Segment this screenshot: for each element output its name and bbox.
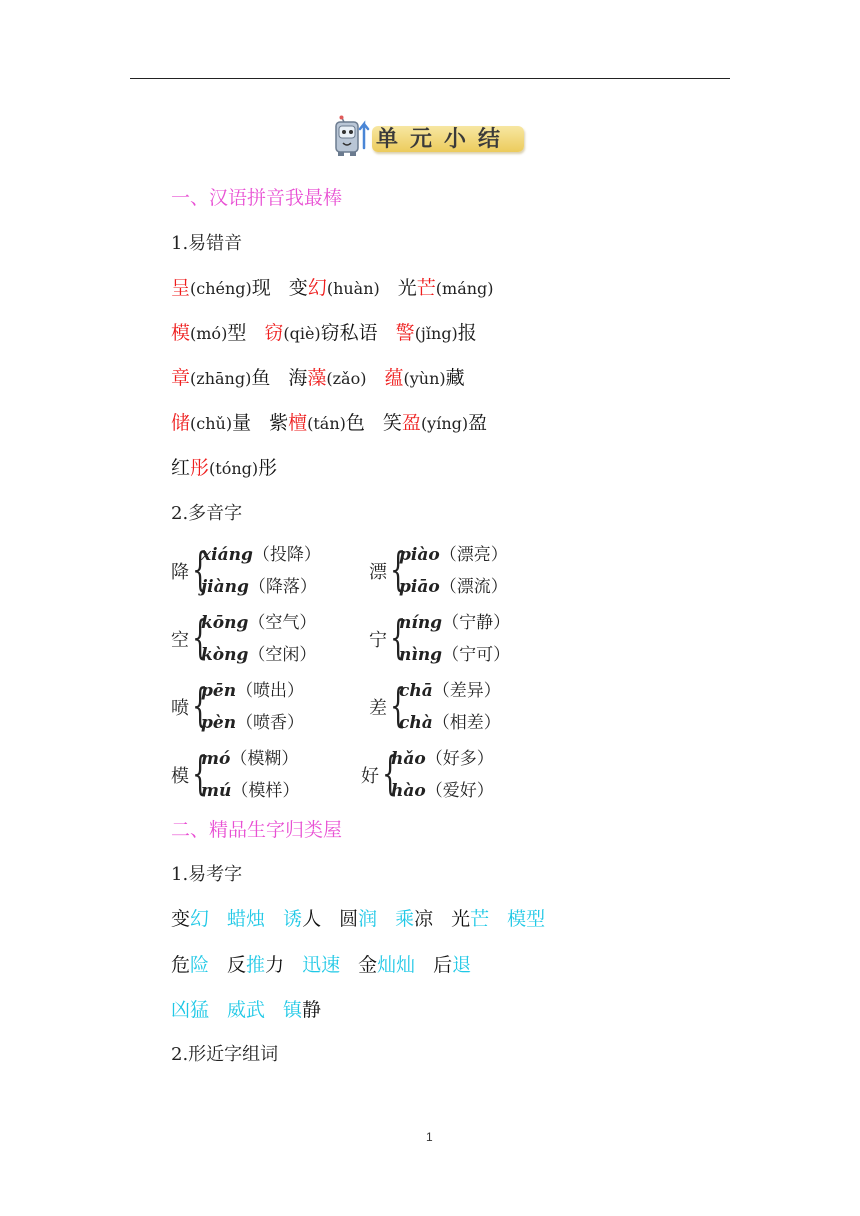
plain-char: 藏 [445,367,465,389]
plain-char: 量 [232,412,252,434]
highlighted-char: 幻 [307,277,327,299]
pinyin: (jǐng) [414,324,458,343]
brace-glyph: { [192,678,209,732]
test-char-word [395,904,433,931]
example-word: （差异） [432,681,501,701]
highlighted-char: 乘 [395,908,415,930]
polyphone-char: 差 [369,698,387,719]
pinyin: (tóng) [209,459,259,478]
reading-row [201,608,316,633]
mistake-word [171,363,270,390]
brace-glyph: { [390,610,407,664]
example-word: （宁静） [442,613,511,633]
highlighted-char: 盈 [401,412,421,434]
highlighted-char: 险 [190,954,210,976]
test-char-word [433,950,471,977]
brace-glyph: { [390,542,407,596]
mistake-row [171,318,495,345]
test-char-word [283,904,321,931]
polyphone-char: 喷 [171,698,189,719]
section-heading-characters: 二、精品生字归类屋 [171,819,343,841]
example-word: （模样） [231,781,300,801]
highlighted-char: 章 [171,367,191,389]
example-word: （空闲） [248,645,317,665]
page-number: 1 [426,1130,433,1144]
plain-char: 盈 [468,412,488,434]
pinyin: (yíng) [420,414,469,433]
mistake-word [171,453,277,480]
pinyin: jiàng [201,577,249,597]
reading-row [399,572,508,597]
mistake-word [171,273,271,300]
pinyin: (zǎo) [326,369,367,388]
pinyin: (huàn) [326,279,380,298]
test-char-word [171,995,209,1022]
plain-char: 圆 [339,908,359,930]
plain-char: 窃私语 [320,322,378,344]
highlighted-char: 模 [171,322,191,344]
example-word: （投降） [252,545,321,565]
plain-char: 金 [358,954,378,976]
subheading-polyphones: 2.多音字 [171,503,243,524]
pinyin: nìng [399,645,443,665]
brace-glyph: { [192,542,209,596]
highlighted-char: 凶猛 [171,999,210,1021]
test-char-word [451,904,489,931]
plain-char: 变 [171,908,191,930]
plain-char: 鱼 [251,367,271,389]
example-word: （漂亮） [439,545,508,565]
plain-char: 型 [227,322,247,344]
pinyin: hǎo [391,749,426,769]
highlighted-char: 推 [246,954,266,976]
plain-char: 彤 [258,457,278,479]
example-word: （降落） [248,577,317,597]
highlighted-char: 威武 [227,999,266,1021]
mistake-word [398,273,494,300]
mistake-word [171,408,251,435]
polyphone-char: 好 [361,766,379,787]
header-rule [130,78,730,79]
highlighted-char: 芒 [416,277,436,299]
plain-char: 色 [345,412,365,434]
unit-summary-title [328,114,528,158]
plain-char: 静 [302,999,322,1021]
mistake-word [264,318,377,345]
reading-row [201,540,321,565]
reading-row [399,540,508,565]
pinyin: mó [201,749,231,769]
highlighted-char: 灿灿 [377,954,416,976]
test-char-word [507,904,545,931]
highlighted-char: 幻 [190,908,210,930]
pinyin: pēn [201,681,237,701]
reading-row [201,572,317,597]
pinyin: (máng) [435,279,494,298]
plain-char: 紫 [269,412,289,434]
plain-char: 光 [451,908,471,930]
example-word: （模糊） [230,749,299,769]
example-word: （喷香） [236,713,305,733]
mistake-word [383,408,487,435]
test-char-word [227,950,284,977]
reading-row [201,708,304,733]
subheading-easy-mistake: 1.易错音 [171,233,243,254]
highlighted-char: 模型 [507,908,546,930]
highlighted-char: 窃 [264,322,284,344]
highlighted-char: 檀 [288,412,308,434]
highlighted-char: 芒 [470,908,490,930]
example-word: （爱好） [425,781,494,801]
highlighted-char: 镇 [283,999,303,1021]
polyphone-char: 空 [171,630,189,651]
mistake-row [171,363,483,390]
plain-char: 凉 [414,908,434,930]
pinyin: (tán) [307,414,346,433]
highlighted-char: 退 [452,954,472,976]
plain-char: 人 [302,908,322,930]
test-char-word [358,950,415,977]
highlighted-char: 警 [395,322,415,344]
mistake-row [171,273,512,300]
pinyin: (zhāng) [190,369,252,388]
example-word: （相差） [432,713,501,733]
test-char-word [171,950,209,977]
mistake-word [171,318,246,345]
test-char-word [227,995,265,1022]
highlighted-char: 蕴 [384,367,404,389]
subheading-similar-chars: 2.形近字组词 [171,1044,279,1065]
pinyin: chā [399,681,433,701]
highlighted-char: 迅速 [302,954,341,976]
reading-row [201,776,299,801]
subheading-easy-test: 1.易考字 [171,864,243,885]
reading-row [399,708,501,733]
pinyin: (mó) [190,324,228,343]
plain-char: 变 [288,277,308,299]
pinyin: piào [399,545,440,565]
pinyin: piāo [399,577,440,597]
pinyin: (qiè) [283,324,321,343]
test-char-word [302,950,340,977]
page-title: 单元小结 [376,127,513,152]
mistake-word [269,408,365,435]
highlighted-char: 藻 [307,367,327,389]
test-char-word [283,995,321,1022]
test-char-word [339,904,377,931]
reading-row [399,640,510,665]
reading-row [201,640,316,665]
test-char-word [227,904,265,931]
plain-char: 反 [227,954,247,976]
example-word: （喷出） [236,681,305,701]
test-char-row [171,995,339,1022]
polyphone-char: 降 [171,562,189,583]
pinyin: kòng [201,645,249,665]
plain-char: 后 [433,954,453,976]
pinyin: hào [391,781,426,801]
reading-row [201,676,304,701]
test-char-row [171,904,563,931]
plain-char: 报 [457,322,477,344]
mistake-word [396,318,477,345]
mistake-word [288,363,366,390]
reading-row [399,608,510,633]
polyphone-char: 宁 [369,630,387,651]
pinyin: mú [201,781,232,801]
highlighted-char: 润 [358,908,378,930]
pinyin: kōng [201,613,249,633]
robot-mascot-icon [328,114,374,158]
mistake-word [289,273,380,300]
plain-char: 现 [251,277,271,299]
highlighted-char: 彤 [190,457,210,479]
mistake-row [171,453,295,480]
plain-char: 红 [171,457,191,479]
pinyin: pèn [201,713,237,733]
reading-row [399,676,501,701]
reading-row [391,744,494,769]
highlighted-char: 诱 [283,908,303,930]
brace-glyph: { [192,746,209,800]
pinyin: níng [399,613,443,633]
highlighted-char: 呈 [171,277,191,299]
mistake-word [384,363,464,390]
plain-char: 笑 [382,412,402,434]
example-word: （漂流） [439,577,508,597]
pinyin: xiáng [201,545,253,565]
plain-char: 危 [171,954,191,976]
example-word: （好多） [425,749,494,769]
reading-row [201,744,298,769]
test-char-row [171,950,489,977]
plain-char: 海 [288,367,308,389]
pinyin: (chǔ) [190,414,233,433]
pinyin: (yùn) [403,369,446,388]
brace-glyph: { [192,610,209,664]
highlighted-char: 储 [171,412,191,434]
mistake-row [171,408,505,435]
reading-row [391,776,494,801]
highlighted-char: 蜡烛 [227,908,266,930]
pinyin: (chéng) [190,279,252,298]
example-word: （空气） [248,613,317,633]
plain-char: 力 [265,954,285,976]
brace-glyph: { [390,678,407,732]
example-word: （宁可） [442,645,511,665]
section-heading-pinyin: 一、汉语拼音我最棒 [171,187,343,209]
brace-glyph: { [382,746,399,800]
plain-char: 光 [397,277,417,299]
polyphone-char: 模 [171,766,189,787]
polyphone-char: 漂 [369,562,387,583]
pinyin: chà [399,713,433,733]
test-char-word [171,904,209,931]
